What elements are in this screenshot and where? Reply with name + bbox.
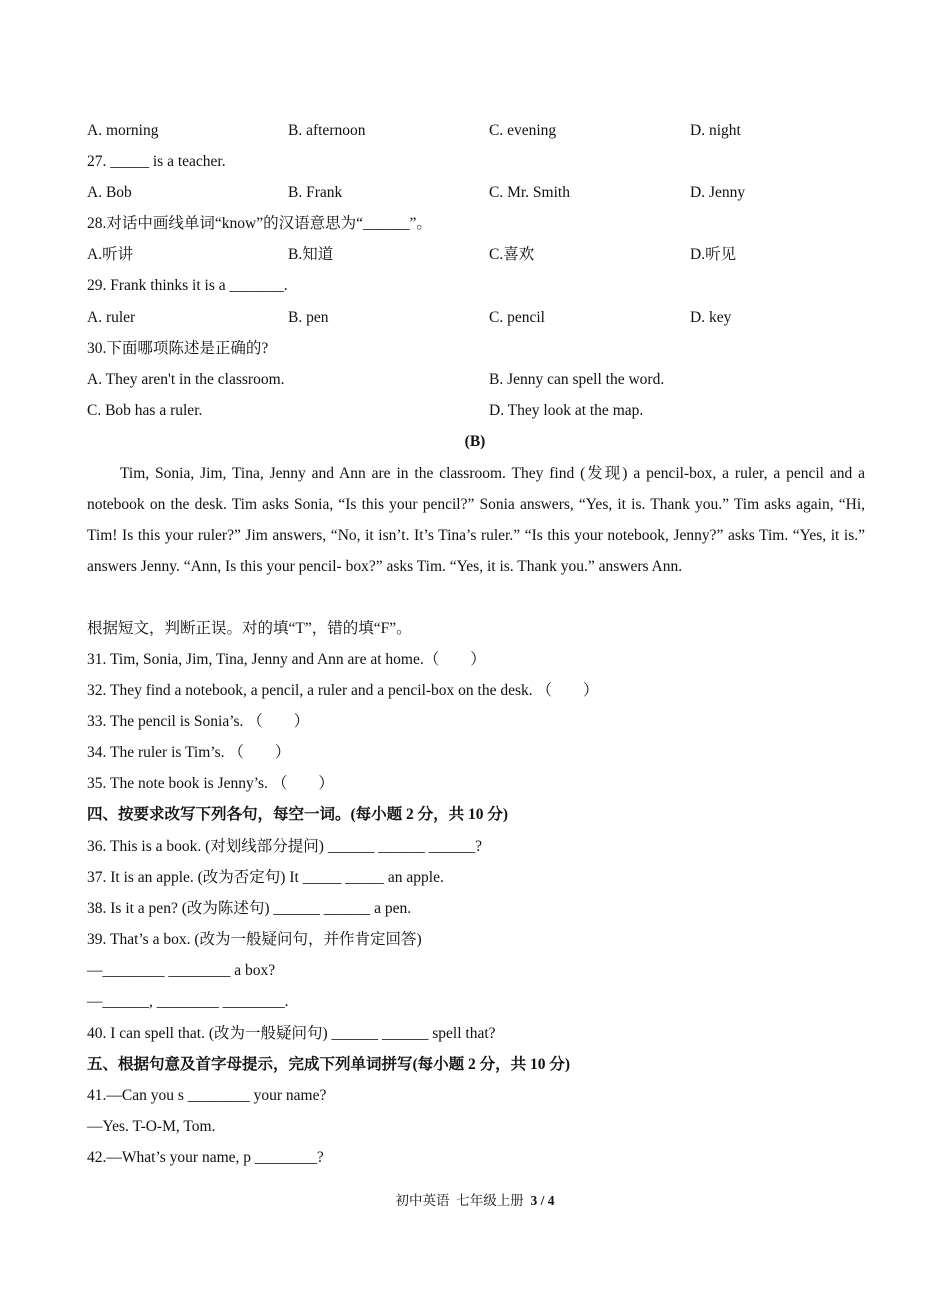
question-41-answer: —Yes. T-O-M, Tom. — [87, 1118, 216, 1135]
option-a: A.听讲 — [87, 246, 134, 263]
option-c: C. Bob has a ruler. — [87, 402, 203, 419]
option-b: B. afternoon — [288, 122, 366, 139]
tf-instruction: 根据短文，判断正误。对的填“T”，错的填“F”。 — [87, 620, 412, 637]
q28-options — [87, 245, 887, 265]
option-a: A. morning — [87, 122, 159, 139]
q27-options — [87, 183, 887, 203]
question-27: 27. _____ is a teacher. — [87, 153, 226, 170]
option-d: D.听见 — [690, 246, 737, 263]
section-4-title: 四、按要求改写下列各句，每空一词。(每小题 2 分，共 10 分) — [87, 806, 509, 823]
option-b: B. Frank — [288, 184, 343, 201]
option-b: B. pen — [288, 309, 329, 326]
option-c: C. evening — [489, 122, 557, 139]
page-footer — [0, 1192, 950, 1210]
question-33: 33. The pencil is Sonia’s. （ ） — [87, 713, 310, 730]
q29-options — [87, 308, 887, 328]
option-d: D. Jenny — [690, 184, 746, 201]
question-37: 37. It is an apple. (改为否定句) It _____ _____ an apple. — [87, 869, 444, 886]
section-5-title: 五、根据句意及首字母提示，完成下列单词拼写(每小题 2 分，共 10 分) — [87, 1056, 571, 1073]
question-29: 29. Frank thinks it is a _______. — [87, 277, 288, 294]
footer-course: 初中英语 七年级上册 — [395, 1193, 531, 1208]
question-34: 34. The ruler is Tim’s. （ ） — [87, 744, 291, 761]
question-32: 32. They find a notebook, a pencil, a ruler and a pencil-box on the desk. （ ） — [87, 682, 599, 699]
question-39-line-2: —______, ________ ________. — [87, 993, 289, 1010]
question-39-line-1: —________ ________ a box? — [87, 962, 276, 979]
option-a: A. They aren't in the classroom. — [87, 371, 285, 388]
question-40: 40. I can spell that. (改为一般疑问句) ______ ______ spell that? — [87, 1025, 496, 1042]
q30-options-row2 — [87, 401, 887, 421]
q30-options-row1 — [87, 370, 887, 390]
option-c: C.喜欢 — [489, 246, 535, 263]
question-41: 41.—Can you s ________ your name? — [87, 1087, 327, 1104]
option-c: C. pencil — [489, 309, 545, 326]
option-d: D. key — [690, 309, 732, 326]
q26-options — [87, 121, 887, 141]
option-b: B.知道 — [288, 246, 334, 263]
section-b-title: (B) — [464, 433, 486, 450]
question-38: 38. Is it a pen? (改为陈述句) ______ ______ a pen. — [87, 900, 412, 917]
option-c: C. Mr. Smith — [489, 184, 570, 201]
option-b: B. Jenny can spell the word. — [489, 371, 665, 388]
question-39: 39. That’s a box. (改为一般疑问句，并作肯定回答) — [87, 931, 422, 948]
option-a: A. Bob — [87, 184, 132, 201]
question-30: 30.下面哪项陈述是正确的? — [87, 340, 269, 357]
option-d: D. They look at the map. — [489, 402, 644, 419]
page-number: 3 / 4 — [530, 1193, 555, 1208]
question-36: 36. This is a book. (对划线部分提问) ______ ______ ______? — [87, 838, 482, 855]
question-28: 28.对话中画线单词“know”的汉语意思为“______”。 — [87, 215, 432, 232]
passage-b: Tim, Sonia, Jim, Tina, Jenny and Ann are in the classroom. They find (发现) a pencil-box, a ruler, a pencil and a notebook on the desk. Tim asks Sonia, “Is this your pencil?” Sonia answers, “Yes, it is. Thank you.” Tim asks again, “Hi, Tim! Is this your ruler?” Jim answers, “No, it isn’t. It’s Tina’s ruler.” “Is this your notebook, Jenny?” asks Tim. “Yes, it is.” answers Jenny. “Ann, Is this your pencil- box?” asks Tim. “Yes, it is. Thank you.” answers Ann. — [87, 465, 865, 575]
option-a: A. ruler — [87, 309, 136, 326]
question-42: 42.—What’s your name, p ________? — [87, 1149, 324, 1166]
question-35: 35. The note book is Jenny’s. （ ） — [87, 775, 334, 792]
question-31: 31. Tim, Sonia, Jim, Tina, Jenny and Ann are at home.（ ） — [87, 651, 486, 668]
option-d: D. night — [690, 122, 741, 139]
